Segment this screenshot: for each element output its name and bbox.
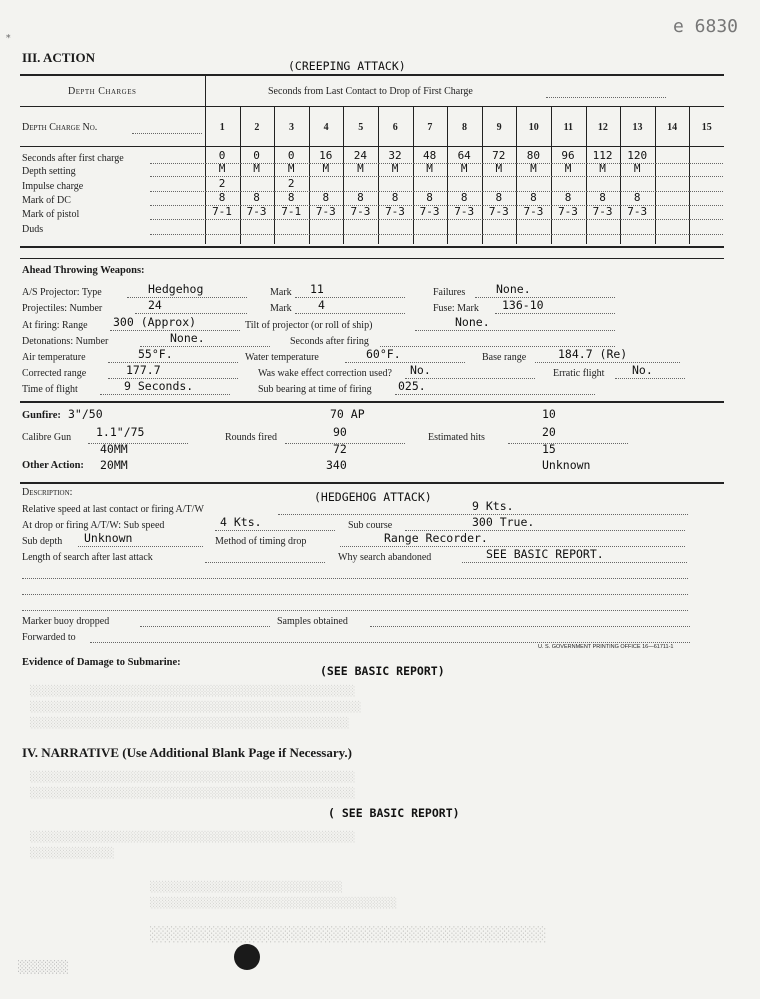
dc-row-label: Depth setting <box>22 166 76 177</box>
printing-office-note: U. S. GOVERNMENT PRINTING OFFICE 16—61711-1 <box>538 644 674 650</box>
gun-hits-4: Unknown <box>542 458 591 472</box>
flight-time-label: Time of flight <box>22 384 78 395</box>
dc-cell <box>689 162 723 177</box>
wake-label: Was wake effect correction used? <box>258 368 392 379</box>
gun-hits-3: 15 <box>542 442 556 456</box>
dc-column-header: 15 <box>701 122 712 133</box>
dc-cell <box>205 220 239 235</box>
dc-cell: 7-3 <box>551 205 585 220</box>
section-title: III. ACTION <box>22 50 95 65</box>
dc-cell: 7-1 <box>205 205 239 220</box>
dc-cell: 7-1 <box>274 205 308 220</box>
dc-cell: 7-3 <box>447 205 481 220</box>
sub-speed-value: 4 Kts. <box>220 515 262 529</box>
fuse-mark-value: 136-10 <box>502 298 544 312</box>
gun-calibre-2: 1.1"/75 <box>96 425 145 439</box>
forwarded-to-label: Forwarded to <box>22 632 76 643</box>
sub-bearing-value: 025. <box>398 379 426 393</box>
dc-cell: 64 <box>447 149 481 164</box>
narrative-bleed-through-2: ░░░░░░░░░░░░░░░░░░░░░░░░░░░░░░░░░░░░░░░░░░░░░░░░░░░░░░ ░░░░░░░░░░░░░░ <box>30 832 356 859</box>
projector-type-label: A/S Projector: Type <box>22 287 102 298</box>
dc-cell: M <box>551 162 585 177</box>
attack-subtitle: (CREEPING ATTACK) <box>288 59 406 73</box>
range-value: 300 (Approx) <box>113 315 197 329</box>
dc-cell: M <box>482 162 516 177</box>
dc-cell <box>689 177 723 192</box>
seconds-after-firing-label: Seconds after firing <box>290 336 369 347</box>
dc-cell: 8 <box>240 191 274 206</box>
wake-value: No. <box>410 363 431 377</box>
dc-column-header: 8 <box>461 122 467 133</box>
dc-column-header: 13 <box>632 122 643 133</box>
dc-cell <box>413 220 447 235</box>
dc-cell: 7-3 <box>516 205 550 220</box>
dc-cell: 8 <box>343 191 377 206</box>
dc-cell: 7-3 <box>343 205 377 220</box>
hits-label: Estimated hits <box>428 432 485 443</box>
dc-column-header: 9 <box>496 122 502 133</box>
corner-mark: * <box>6 34 11 44</box>
samples-label: Samples obtained <box>277 616 348 627</box>
seconds-header: Seconds from Last Contact to Drop of First Charge <box>268 86 473 97</box>
dc-cell: M <box>205 162 239 177</box>
depth-charges-label: Depth Charges <box>68 86 137 97</box>
marker-buoy-label: Marker buoy dropped <box>22 616 110 627</box>
dc-cell <box>551 220 585 235</box>
dc-cell: M <box>413 162 447 177</box>
projectiles-label: Projectiles: Number <box>22 303 103 314</box>
dc-cell: 96 <box>551 149 585 164</box>
fuse-mark-label: Fuse: Mark <box>433 303 479 314</box>
corrected-range-value: 177.7 <box>126 363 161 377</box>
air-temp-label: Air temperature <box>22 352 86 363</box>
projectiles-mark-label: Mark <box>270 303 292 314</box>
gun-rounds-3: 72 <box>333 442 347 456</box>
dc-cell: 2 <box>205 177 239 192</box>
dc-cell: 32 <box>378 149 412 164</box>
water-temp-label: Water temperature <box>245 352 319 363</box>
corrected-range-label: Corrected range <box>22 368 87 379</box>
dc-cell: M <box>378 162 412 177</box>
corner-stamp: ░░░░░░░ <box>18 960 69 974</box>
dc-row-label: Mark of DC <box>22 195 71 206</box>
erratic-flight-label: Erratic flight <box>553 368 605 379</box>
dc-cell: 8 <box>274 191 308 206</box>
dc-cell: M <box>309 162 343 177</box>
dc-cell <box>655 191 689 206</box>
sub-course-label: Sub course <box>348 520 393 531</box>
dc-cell: M <box>274 162 308 177</box>
dc-cell <box>655 162 689 177</box>
tilt-label: Tilt of projector (or roll of ship) <box>245 320 373 331</box>
dc-row-label: Duds <box>22 224 44 235</box>
dc-column-header: 2 <box>254 122 260 133</box>
dc-cell: 7-3 <box>620 205 654 220</box>
dc-cell: 8 <box>309 191 343 206</box>
description-label: Description: <box>22 487 73 498</box>
dc-cell <box>516 177 550 192</box>
dc-cell: 7-3 <box>309 205 343 220</box>
gun-hits-2: 20 <box>542 425 556 439</box>
dc-cell: 8 <box>378 191 412 206</box>
dc-row-label: Mark of pistol <box>22 209 80 220</box>
bottom-bleed-through: ░░░░░░░░░░░░░░░░░░░░░░░░░░░░░░░░░░░░░░░░░░░░░░░ <box>150 927 547 943</box>
search-abandoned-value: SEE BASIC REPORT. <box>486 547 604 561</box>
dc-cell: 7-3 <box>413 205 447 220</box>
dc-column-header: 14 <box>667 122 678 133</box>
gun-calibre-3: 40MM <box>100 442 128 456</box>
dc-cell: M <box>447 162 481 177</box>
dc-column-header: 7 <box>427 122 433 133</box>
gun-rounds-1: 70 AP <box>330 407 365 421</box>
dc-cell: 112 <box>586 149 620 164</box>
dc-cell: 8 <box>516 191 550 206</box>
dc-cell <box>447 177 481 192</box>
timing-label: Method of timing drop <box>215 536 307 547</box>
dc-cell: 8 <box>620 191 654 206</box>
projector-mark-value: 11 <box>310 282 324 296</box>
dc-cell: 7-3 <box>378 205 412 220</box>
projectiles-mark-value: 4 <box>318 298 325 312</box>
detonations-label: Detonations: Number <box>22 336 109 347</box>
air-temp-value: 55°F. <box>138 347 173 361</box>
dc-cell <box>482 220 516 235</box>
detonations-value: None. <box>170 331 205 345</box>
dc-cell <box>274 220 308 235</box>
dc-cell <box>655 220 689 235</box>
dc-cell <box>689 220 723 235</box>
dc-cell: 120 <box>620 149 654 164</box>
dc-cell <box>689 191 723 206</box>
calibre-label: Calibre Gun <box>22 432 72 443</box>
dc-cell <box>586 220 620 235</box>
dc-cell: M <box>343 162 377 177</box>
dc-column-header: 11 <box>563 122 574 133</box>
dc-cell <box>620 177 654 192</box>
dc-column-header: 4 <box>323 122 329 133</box>
dc-cell <box>516 220 550 235</box>
dc-cell <box>309 220 343 235</box>
dc-cell <box>655 205 689 220</box>
dc-cell: 24 <box>343 149 377 164</box>
dc-cell: M <box>516 162 550 177</box>
dc-cell: 8 <box>482 191 516 206</box>
dc-column-header: 3 <box>288 122 294 133</box>
dc-cell <box>655 177 689 192</box>
dc-row-label: Impulse charge <box>22 181 84 192</box>
rounds-label: Rounds fired <box>225 432 277 443</box>
flight-time-value: 9 Seconds. <box>124 379 194 393</box>
dc-cell: 7-3 <box>586 205 620 220</box>
other-action-label: Other Action: <box>22 460 84 471</box>
dc-cell <box>240 220 274 235</box>
dc-cell <box>482 177 516 192</box>
sub-speed-label: At drop or firing A/T/W: Sub speed <box>22 520 165 531</box>
dc-cell: 72 <box>482 149 516 164</box>
dc-cell <box>689 205 723 220</box>
narrative-value: ( SEE BASIC REPORT) <box>328 806 460 820</box>
sub-depth-value: Unknown <box>84 531 133 545</box>
dc-cell: 7-3 <box>240 205 274 220</box>
evidence-label: Evidence of Damage to Submarine: <box>22 657 181 668</box>
relative-speed-value: 9 Kts. <box>472 499 514 513</box>
document-number: e 6830 <box>672 16 738 37</box>
dc-cell: 8 <box>551 191 585 206</box>
relative-speed-label: Relative speed at last contact or firing A/T/W <box>22 504 204 515</box>
gun-calibre-1: 3"/50 <box>68 407 103 421</box>
search-length-label: Length of search after last attack <box>22 552 153 563</box>
atw-title: Ahead Throwing Weapons: <box>22 265 145 276</box>
dc-cell: 0 <box>274 149 308 164</box>
water-temp-value: 60°F. <box>366 347 401 361</box>
failures-label: Failures <box>433 287 466 298</box>
dc-cell: 16 <box>309 149 343 164</box>
dc-column-header: 5 <box>358 122 364 133</box>
punch-hole <box>234 944 260 970</box>
tilt-value: None. <box>455 315 490 329</box>
failures-value: None. <box>496 282 531 296</box>
dc-cell: M <box>620 162 654 177</box>
dc-cell <box>343 177 377 192</box>
dc-column-header: 10 <box>528 122 539 133</box>
gunfire-label: Gunfire: <box>22 410 61 421</box>
gun-rounds-4: 340 <box>326 458 347 472</box>
search-abandoned-label: Why search abandoned <box>338 552 432 563</box>
narrative-title: IV. NARRATIVE (Use Additional Blank Page if Necessary.) <box>22 745 352 760</box>
dc-cell: M <box>240 162 274 177</box>
dc-cell <box>551 177 585 192</box>
sub-course-value: 300 True. <box>472 515 535 529</box>
dc-cell <box>309 177 343 192</box>
projectiles-number: 24 <box>148 298 162 312</box>
gun-calibre-4: 20MM <box>100 458 128 472</box>
dc-cell: 8 <box>586 191 620 206</box>
dc-cell <box>378 220 412 235</box>
evidence-value: (SEE BASIC REPORT) <box>320 664 445 678</box>
dc-cell: 8 <box>447 191 481 206</box>
dc-cell: 8 <box>205 191 239 206</box>
dc-cell: 0 <box>205 149 239 164</box>
dc-cell: 8 <box>413 191 447 206</box>
dc-cell <box>378 177 412 192</box>
dc-cell <box>447 220 481 235</box>
dc-cell <box>343 220 377 235</box>
sub-bearing-label: Sub bearing at time of firing <box>258 384 372 395</box>
erratic-flight-value: No. <box>632 363 653 377</box>
dc-cell: 0 <box>240 149 274 164</box>
dc-number-label: Depth Charge No. <box>22 122 98 133</box>
base-range-label: Base range <box>482 352 527 363</box>
dc-cell: 80 <box>516 149 550 164</box>
gun-hits-1: 10 <box>542 407 556 421</box>
base-range-value: 184.7 (Re) <box>558 347 628 361</box>
hedgehog-subtitle: (HEDGEHOG ATTACK) <box>314 490 432 504</box>
bleed-through: ░░░░░░░░░░░░░░░░░░░░░░░░░░░░░░░░░░░░░░░░░░░░░░░░░░░░░░ ░░░░░░░░░░░░░░░░░░░░░░░░░░░░░░░░░░░░░░░░░░░░░░░░░░░░░░░ ░░░░░░░░░░░░░░░░░░░░░░░░░░░░░░░░░░░░░░░░░░░░░░░░░░░░░ <box>30 686 362 729</box>
lower-bleed-through: ░░░░░░░░░░░░░░░░░░░░░░░░░░░░░░░░ ░░░░░░░░░░░░░░░░░░░░░░░░░░░░░░░░░░░░░░░░░ <box>150 882 397 909</box>
dc-cell: 2 <box>274 177 308 192</box>
dc-cell <box>620 220 654 235</box>
dc-cell: M <box>586 162 620 177</box>
dc-cell <box>586 177 620 192</box>
dc-cell: 48 <box>413 149 447 164</box>
dc-column-header: 12 <box>597 122 608 133</box>
dc-cell: 7-3 <box>482 205 516 220</box>
narrative-bleed-through: ░░░░░░░░░░░░░░░░░░░░░░░░░░░░░░░░░░░░░░░░░░░░░░░░░░░░░░ ░░░░░░░░░░░░░░░░░░░░░░░░░░░░░░░░░░░░░░░░░░░░░░░░░░░░░░ <box>30 772 356 799</box>
sub-depth-label: Sub depth <box>22 536 63 547</box>
projector-type-value: Hedgehog <box>148 282 204 296</box>
range-label: At firing: Range <box>22 320 88 331</box>
dc-column-header: 1 <box>219 122 225 133</box>
timing-value: Range Recorder. <box>384 531 488 545</box>
dc-cell <box>413 177 447 192</box>
gun-rounds-2: 90 <box>333 425 347 439</box>
dc-row-label: Seconds after first charge <box>22 153 124 164</box>
dc-column-header: 6 <box>392 122 398 133</box>
dc-cell <box>240 177 274 192</box>
projector-mark-label: Mark <box>270 287 292 298</box>
